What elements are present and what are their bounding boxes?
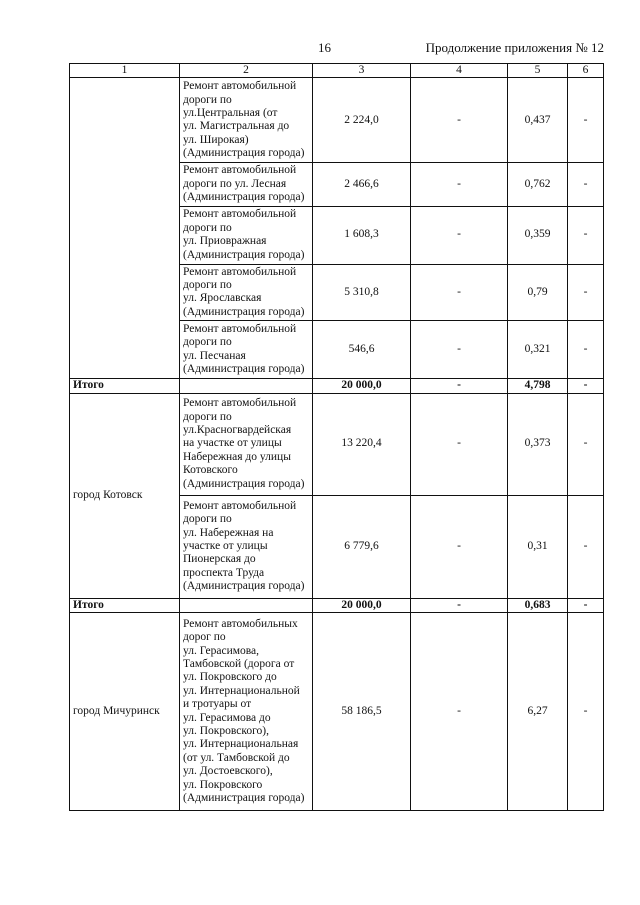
total-empty-cell bbox=[180, 379, 313, 393]
column-number-row bbox=[70, 64, 604, 78]
work-description: Ремонт автомобильной дороги по ул. Песчаная (Администрация города) bbox=[183, 322, 305, 376]
length-cell: 6,27 bbox=[508, 613, 568, 811]
municipality-cell: город Котовск bbox=[70, 393, 180, 598]
data-table bbox=[69, 63, 604, 811]
amount-cell: 6 779,6 bbox=[313, 495, 411, 598]
column-number: 4 bbox=[411, 64, 508, 78]
total-column-6: - bbox=[568, 379, 604, 393]
column-4-cell: - bbox=[411, 206, 508, 264]
work-description: Ремонт автомобильной дороги по ул.Красногвардейская на участке от улицы Набережная до улицы Котовского (Администрация города) bbox=[183, 397, 305, 490]
length-cell: 0,321 bbox=[508, 321, 568, 379]
work-description-cell bbox=[180, 264, 313, 321]
column-6-cell: - bbox=[568, 393, 604, 495]
total-label: Итого bbox=[70, 598, 180, 612]
page-number: 16 bbox=[318, 40, 331, 55]
amount-cell: 13 220,4 bbox=[313, 393, 411, 495]
length-cell: 0,373 bbox=[508, 393, 568, 495]
length-cell: 0,359 bbox=[508, 206, 568, 264]
table-row bbox=[70, 613, 604, 811]
column-6-cell: - bbox=[568, 206, 604, 264]
column-4-cell: - bbox=[411, 393, 508, 495]
column-6-cell: - bbox=[568, 78, 604, 163]
total-length: 4,798 bbox=[508, 379, 568, 393]
municipality-cell bbox=[70, 78, 180, 379]
column-number: 6 bbox=[568, 64, 604, 78]
total-column-4: - bbox=[411, 379, 508, 393]
work-description: Ремонт автомобильной дороги по ул.Центральная (от ул. Магистральная до ул. Широкая) (Администрация города) bbox=[183, 80, 305, 160]
length-cell: 0,437 bbox=[508, 78, 568, 163]
total-empty-cell bbox=[180, 598, 313, 612]
amount-cell: 5 310,8 bbox=[313, 264, 411, 321]
work-description: Ремонт автомобильной дороги по ул. Ярославская (Администрация города) bbox=[183, 265, 305, 318]
column-number: 1 bbox=[70, 64, 180, 78]
column-6-cell: - bbox=[568, 613, 604, 811]
column-number: 5 bbox=[508, 64, 568, 78]
work-description-cell bbox=[180, 206, 313, 264]
column-4-cell: - bbox=[411, 264, 508, 321]
total-length: 0,683 bbox=[508, 598, 568, 612]
municipality-cell: город Мичуринск bbox=[70, 613, 180, 811]
column-4-cell: - bbox=[411, 321, 508, 379]
column-6-cell: - bbox=[568, 321, 604, 379]
length-cell: 0,79 bbox=[508, 264, 568, 321]
column-number: 2 bbox=[180, 64, 313, 78]
amount-cell: 58 186,5 bbox=[313, 613, 411, 811]
total-amount: 20 000,0 bbox=[313, 379, 411, 393]
work-description: Ремонт автомобильных дорог по ул. Герасимова, Тамбовской (дорога от ул. Покровского до ул. Интернациональной и тротуары от ул. Герасимова до ул. Покровского), ул. Интернациональная (от ул. Тамбовской до ул. Достоевского), ул. Покровского (Администрация города) bbox=[183, 617, 305, 804]
column-6-cell: - bbox=[568, 163, 604, 206]
amount-cell: 546,6 bbox=[313, 321, 411, 379]
column-6-cell: - bbox=[568, 264, 604, 321]
table-row bbox=[70, 393, 604, 495]
amount-cell: 1 608,3 bbox=[313, 206, 411, 264]
continuation-note: Продолжение приложения № 12 bbox=[425, 40, 604, 55]
total-amount: 20 000,0 bbox=[313, 598, 411, 612]
work-description-cell bbox=[180, 613, 313, 811]
total-row bbox=[70, 598, 604, 612]
work-description-cell bbox=[180, 393, 313, 495]
column-4-cell: - bbox=[411, 78, 508, 163]
total-label: Итого bbox=[70, 379, 180, 393]
total-row bbox=[70, 379, 604, 393]
column-4-cell: - bbox=[411, 495, 508, 598]
work-description: Ремонт автомобильной дороги по ул. Лесная (Администрация города) bbox=[183, 164, 305, 204]
work-description-cell bbox=[180, 495, 313, 598]
column-4-cell: - bbox=[411, 613, 508, 811]
length-cell: 0,31 bbox=[508, 495, 568, 598]
length-cell: 0,762 bbox=[508, 163, 568, 206]
column-4-cell: - bbox=[411, 163, 508, 206]
column-number: 3 bbox=[313, 64, 411, 78]
work-description-cell bbox=[180, 163, 313, 206]
table-row bbox=[70, 78, 604, 163]
work-description-cell bbox=[180, 78, 313, 163]
total-column-4: - bbox=[411, 598, 508, 612]
amount-cell: 2 466,6 bbox=[313, 163, 411, 206]
amount-cell: 2 224,0 bbox=[313, 78, 411, 163]
work-description: Ремонт автомобильной дороги по ул. Приовражная (Администрация города) bbox=[183, 208, 305, 261]
column-6-cell: - bbox=[568, 495, 604, 598]
work-description-cell bbox=[180, 321, 313, 379]
total-column-6: - bbox=[568, 598, 604, 612]
work-description: Ремонт автомобильной дороги по ул. Набережная на участке от улицы Пионерская до проспекта Труда (Администрация города) bbox=[183, 499, 305, 593]
